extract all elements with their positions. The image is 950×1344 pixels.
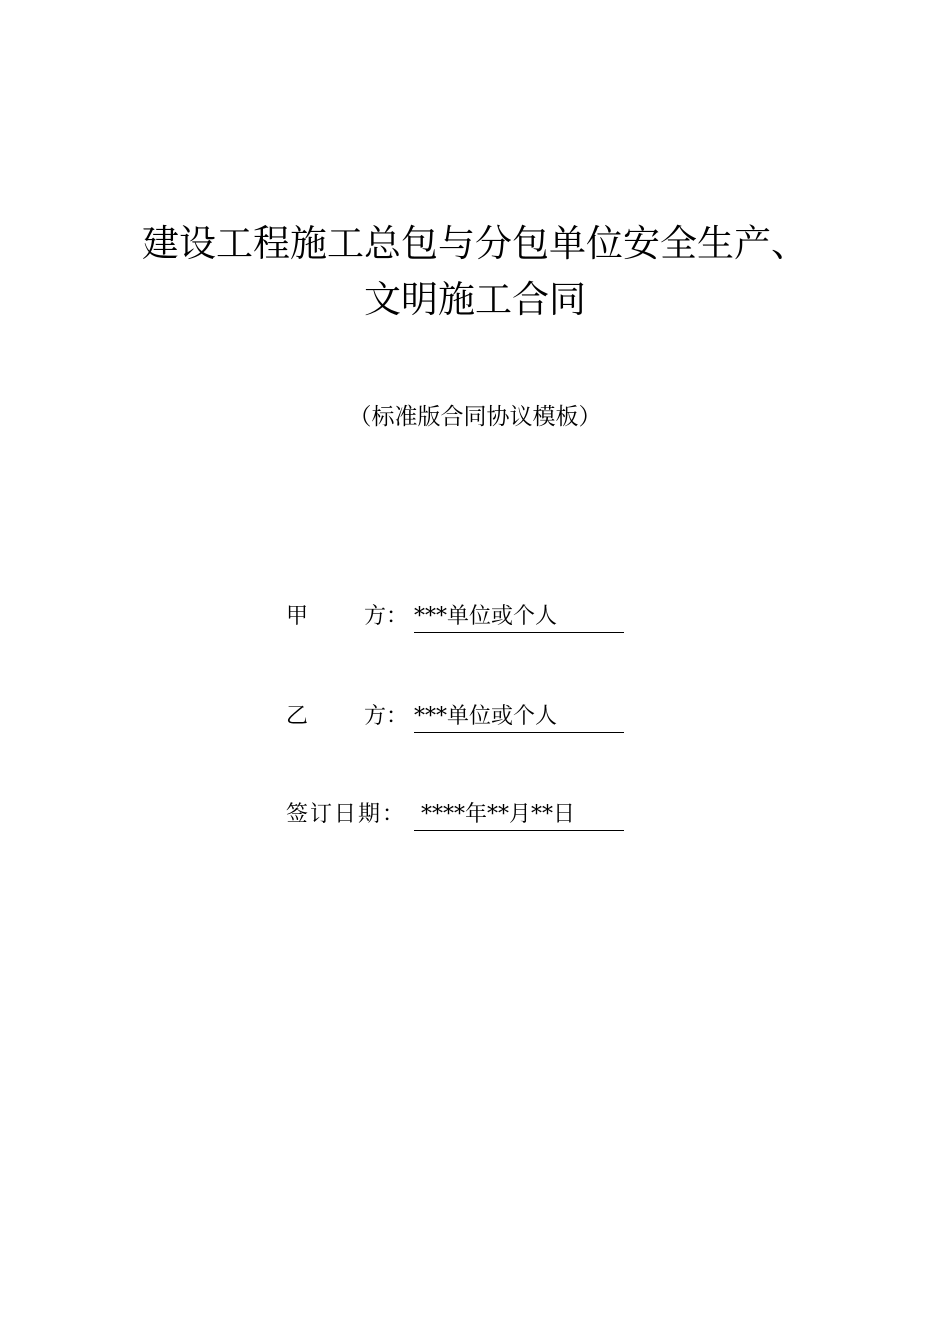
document-subtitle: （标准版合同协议模板） xyxy=(348,404,602,430)
party-b-label-char1: 乙 xyxy=(286,704,309,729)
party-b-label-char2: 方： xyxy=(364,704,409,729)
document-title-line-2: 文明施工合同 xyxy=(364,278,586,321)
party-a-value: ***单位或个人 xyxy=(414,602,624,633)
sign-date-value: ****年**月**日 xyxy=(414,800,624,831)
sign-date-label: 签订日期： xyxy=(286,802,407,827)
party-a-label-char2: 方： xyxy=(364,604,409,629)
party-a-label-char1: 甲 xyxy=(286,604,309,629)
party-b-value: ***单位或个人 xyxy=(414,702,624,733)
document-title-line-1: 建设工程施工总包与分包单位安全生产、 xyxy=(142,222,808,265)
